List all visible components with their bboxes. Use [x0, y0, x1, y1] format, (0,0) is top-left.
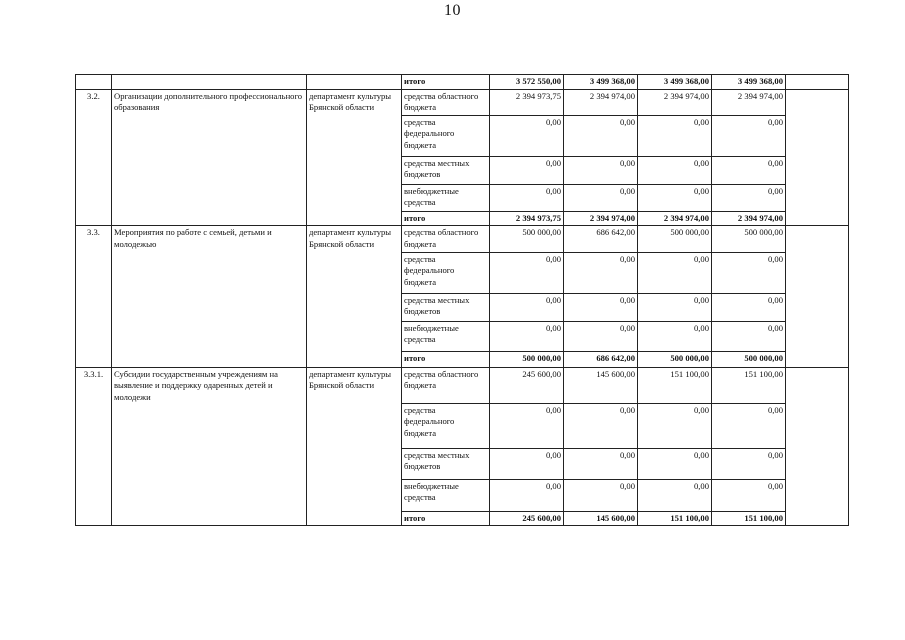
- code-cell: [76, 75, 112, 90]
- empty-cell: [786, 89, 849, 226]
- value-cell: 0,00: [638, 156, 712, 184]
- section-code: 3.3.1.: [76, 367, 112, 526]
- value-cell: 0,00: [564, 321, 638, 351]
- value-cell: 0,00: [638, 184, 712, 211]
- source-cell: итого: [402, 351, 490, 367]
- source-cell: внебюджетные средства: [402, 321, 490, 351]
- value-cell: 2 394 974,00: [712, 211, 786, 226]
- value-cell: 0,00: [712, 403, 786, 448]
- value-cell: 0,00: [564, 184, 638, 211]
- value-cell: 686 642,00: [564, 351, 638, 367]
- section-department: департамент культуры Брянской области: [307, 89, 402, 226]
- value-cell: 0,00: [712, 115, 786, 156]
- value-cell: 0,00: [712, 184, 786, 211]
- budget-table: [75, 74, 849, 526]
- value-cell: 0,00: [564, 403, 638, 448]
- department-cell: [307, 75, 402, 90]
- source-cell: внебюджетные средства: [402, 184, 490, 211]
- value-cell: 3 499 368,00: [712, 75, 786, 90]
- value-cell: 500 000,00: [712, 226, 786, 252]
- value-cell: 500 000,00: [490, 226, 564, 252]
- value-cell: 2 394 974,00: [638, 211, 712, 226]
- value-cell: 0,00: [490, 479, 564, 511]
- value-cell: 0,00: [638, 403, 712, 448]
- value-cell: 0,00: [490, 156, 564, 184]
- name-cell: [112, 75, 307, 90]
- table-row: [76, 226, 849, 252]
- value-cell: 0,00: [564, 293, 638, 321]
- section-department: департамент культуры Брянской области: [307, 367, 402, 526]
- value-cell: 0,00: [638, 321, 712, 351]
- value-cell: 500 000,00: [490, 351, 564, 367]
- value-cell: 0,00: [712, 252, 786, 293]
- value-cell: 2 394 974,00: [564, 89, 638, 115]
- value-cell: 0,00: [638, 293, 712, 321]
- empty-cell: [786, 226, 849, 367]
- section-code: 3.2.: [76, 89, 112, 226]
- section-name: Организации дополнительного профессионального образования: [112, 89, 307, 226]
- value-cell: 0,00: [638, 479, 712, 511]
- value-cell: 0,00: [564, 252, 638, 293]
- value-cell: 0,00: [712, 448, 786, 479]
- source-cell: средства местных бюджетов: [402, 156, 490, 184]
- value-cell: 245 600,00: [490, 367, 564, 403]
- value-cell: 2 394 973,75: [490, 89, 564, 115]
- value-cell: 151 100,00: [712, 367, 786, 403]
- value-cell: 151 100,00: [712, 511, 786, 526]
- section-department: департамент культуры Брянской области: [307, 226, 402, 367]
- value-cell: 3 572 550,00: [490, 75, 564, 90]
- value-cell: 0,00: [712, 321, 786, 351]
- value-cell: 151 100,00: [638, 511, 712, 526]
- source-cell: средства областного бюджета: [402, 226, 490, 252]
- value-cell: 245 600,00: [490, 511, 564, 526]
- value-cell: 145 600,00: [564, 511, 638, 526]
- value-cell: 2 394 973,75: [490, 211, 564, 226]
- section-3-2: [76, 89, 849, 226]
- source-cell: внебюджетные средства: [402, 479, 490, 511]
- empty-cell: [786, 367, 849, 526]
- source-cell: итого: [402, 211, 490, 226]
- source-cell: итого: [402, 75, 490, 90]
- source-cell: средства местных бюджетов: [402, 293, 490, 321]
- value-cell: 0,00: [712, 156, 786, 184]
- value-cell: 145 600,00: [564, 367, 638, 403]
- source-cell: средства федерального бюджета: [402, 252, 490, 293]
- value-cell: 0,00: [638, 252, 712, 293]
- section-name: Мероприятия по работе с семьей, детьми и молодежью: [112, 226, 307, 367]
- source-cell: средства федерального бюджета: [402, 115, 490, 156]
- value-cell: 0,00: [712, 479, 786, 511]
- value-cell: 0,00: [490, 184, 564, 211]
- value-cell: 2 394 974,00: [638, 89, 712, 115]
- value-cell: 0,00: [490, 252, 564, 293]
- value-cell: 0,00: [490, 448, 564, 479]
- value-cell: 2 394 974,00: [712, 89, 786, 115]
- value-cell: 500 000,00: [638, 226, 712, 252]
- section-3-3-1: [76, 367, 849, 526]
- source-cell: средства местных бюджетов: [402, 448, 490, 479]
- source-cell: итого: [402, 511, 490, 526]
- source-cell: средства областного бюджета: [402, 89, 490, 115]
- value-cell: 3 499 368,00: [564, 75, 638, 90]
- value-cell: 0,00: [490, 403, 564, 448]
- value-cell: 0,00: [564, 479, 638, 511]
- source-cell: средства федерального бюджета: [402, 403, 490, 448]
- value-cell: 0,00: [638, 115, 712, 156]
- value-cell: 0,00: [564, 448, 638, 479]
- value-cell: 151 100,00: [638, 367, 712, 403]
- table-row: [76, 367, 849, 403]
- top-total-group: [76, 75, 849, 90]
- value-cell: 3 499 368,00: [638, 75, 712, 90]
- value-cell: 0,00: [490, 321, 564, 351]
- value-cell: 686 642,00: [564, 226, 638, 252]
- value-cell: 0,00: [564, 156, 638, 184]
- page-number: 10: [444, 2, 461, 19]
- table-row: [76, 89, 849, 115]
- section-code: 3.3.: [76, 226, 112, 367]
- source-cell: средства областного бюджета: [402, 367, 490, 403]
- value-cell: 0,00: [638, 448, 712, 479]
- value-cell: 0,00: [564, 115, 638, 156]
- table-row: [76, 75, 849, 90]
- value-cell: 0,00: [490, 293, 564, 321]
- value-cell: 500 000,00: [638, 351, 712, 367]
- value-cell: 0,00: [712, 293, 786, 321]
- empty-cell: [786, 75, 849, 90]
- section-name: Субсидии государственным учреждениям на выявление и поддержку одаренных детей и молодежи: [112, 367, 307, 526]
- value-cell: 2 394 974,00: [564, 211, 638, 226]
- section-3-3: [76, 226, 849, 367]
- value-cell: 0,00: [490, 115, 564, 156]
- value-cell: 500 000,00: [712, 351, 786, 367]
